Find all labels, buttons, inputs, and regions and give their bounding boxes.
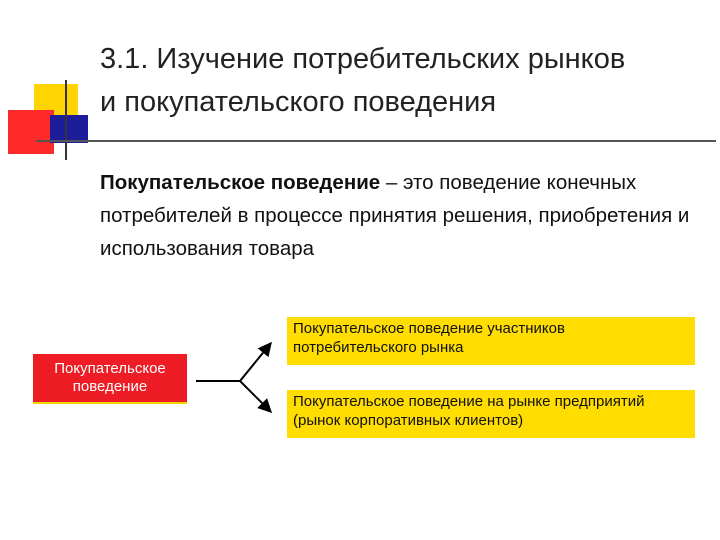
definition-term: Покупательское поведение [100,171,381,194]
deco-red-square [8,110,54,154]
title-line-1: 3.1. Изучение потребительских рынков [100,43,626,75]
connector-arrow-down [240,381,271,412]
decorative-squares [0,0,110,170]
slide-title [100,38,700,124]
root-node: Покупательское поведение [33,354,187,404]
title-line-2: и покупательского поведения [100,86,497,118]
title-divider [36,140,716,142]
branch-consumer-market: Покупательское поведение участников потребительского рынка [287,317,695,365]
definition-text: – это поведение конечных потребителей в процессе принятия решения, приобретения и использования товара [100,171,690,260]
connector-arrow-up [240,343,271,381]
branch-business-market: Покупательское поведение на рынке предприятий (рынок корпоративных клиентов) [287,390,695,438]
deco-blue-square [50,115,88,143]
definition-paragraph [100,166,700,265]
